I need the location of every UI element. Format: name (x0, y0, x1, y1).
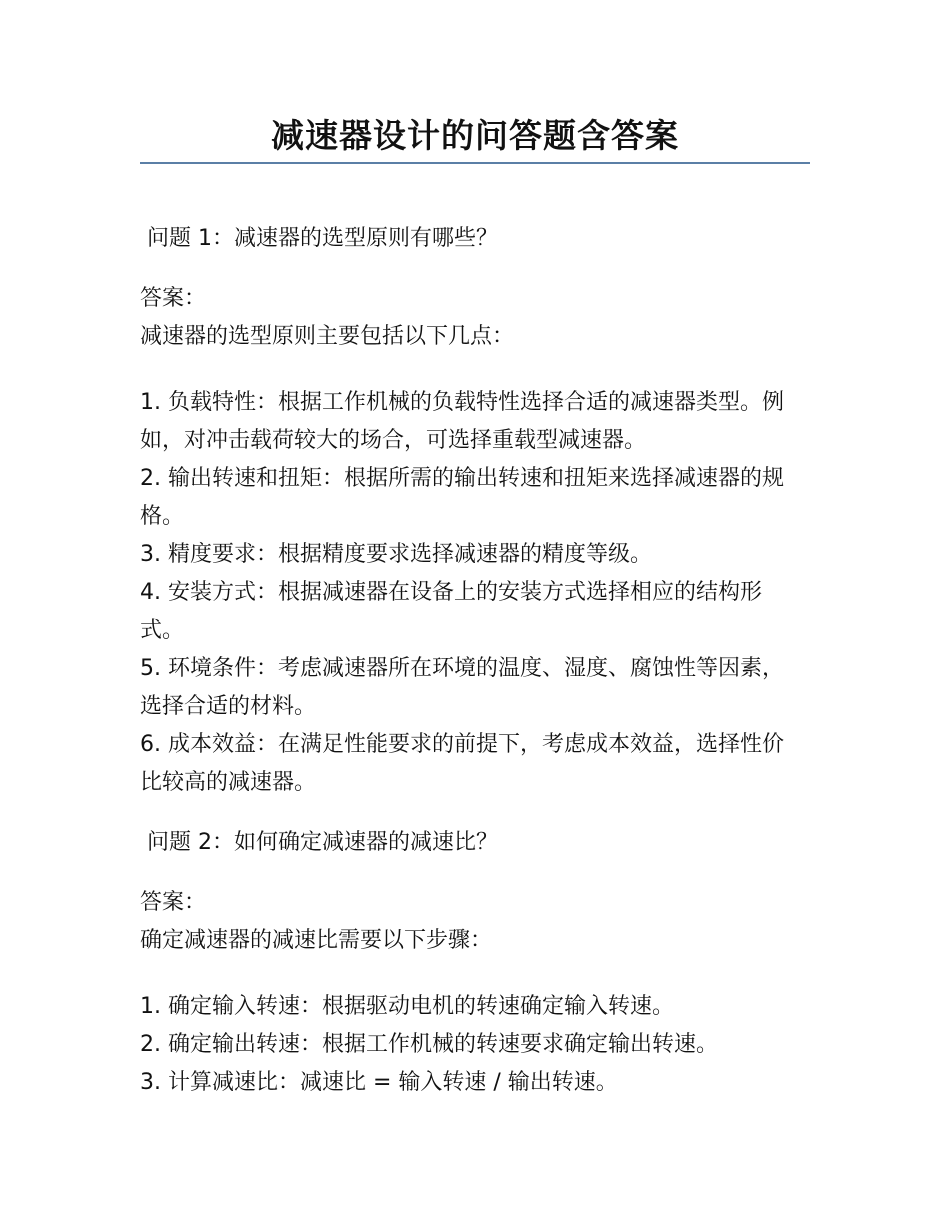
answer-label-1: 答案： (140, 286, 207, 311)
document-title: 减速器设计的问答题含答案 (271, 116, 679, 155)
answer-label-2: 答案： (140, 890, 207, 915)
title-underline (140, 162, 810, 164)
question-1: 问题 1：减速器的选型原则有哪些？ (147, 226, 498, 251)
answer-list-1 (140, 384, 800, 802)
list-item: 2. 输出转速和扭矩：根据所需的输出转速和扭矩来选择减速器的规格。 (140, 466, 784, 529)
document-body (140, 220, 800, 1102)
list-item: 4. 安装方式：根据减速器在设备上的安装方式选择相应的结构形式。 (140, 580, 762, 643)
list-item: 2. 确定输出转速：根据工作机械的转速要求确定输出转速。 (140, 1032, 718, 1057)
answer-list-2 (140, 988, 800, 1102)
question-2: 问题 2：如何确定减速器的减速比？ (147, 830, 498, 855)
list-item: 5. 环境条件：考虑减速器所在环境的温度、湿度、腐蚀性等因素，选择合适的材料。 (140, 656, 784, 719)
answer-intro-2: 确定减速器的减速比需要以下步骤： (140, 928, 493, 953)
list-item: 1. 确定输入转速：根据驱动电机的转速确定输入转速。 (140, 994, 674, 1019)
list-item: 6. 成本效益：在满足性能要求的前提下，考虑成本效益，选择性价比较高的减速器。 (140, 732, 784, 795)
list-item: 3. 精度要求：根据精度要求选择减速器的精度等级。 (140, 542, 652, 567)
list-item: 3. 计算减速比：减速比 = 输入转速 / 输出转速。 (140, 1070, 618, 1095)
answer-intro-1: 减速器的选型原则主要包括以下几点： (140, 324, 515, 349)
list-item: 1. 负载特性：根据工作机械的负载特性选择合适的减速器类型。例如，对冲击载荷较大的场合，可选择重载型减速器。 (140, 390, 784, 453)
